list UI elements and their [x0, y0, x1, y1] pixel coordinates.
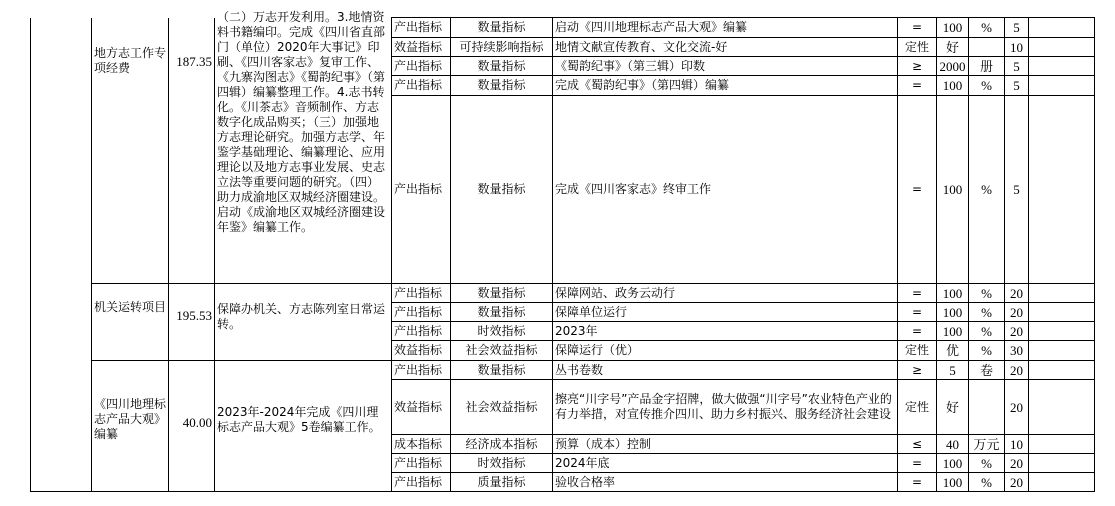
operator: =: [898, 96, 937, 284]
level2-indicator: 时效指标: [451, 454, 553, 473]
operator: =: [898, 284, 937, 303]
level1-indicator: 产出指标: [392, 284, 451, 303]
score-weight: 20: [1005, 454, 1029, 473]
unit: %: [969, 473, 1005, 492]
remarks-cell: [1029, 473, 1095, 492]
level2-indicator: 经济成本指标: [451, 435, 553, 454]
level1-indicator: 效益指标: [392, 380, 451, 435]
remarks-cell: [1029, 435, 1095, 454]
target-value: 100: [937, 303, 969, 322]
target-value: 100: [937, 284, 969, 303]
remarks-cell: [1029, 18, 1095, 38]
target-value: 好: [937, 380, 969, 435]
remarks-cell: [1029, 303, 1095, 322]
level3-indicator: 2023年: [553, 322, 898, 341]
level2-indicator: 可持续影响指标: [451, 38, 553, 57]
level1-indicator: 成本指标: [392, 435, 451, 454]
level3-indicator: 验收合格率: [553, 473, 898, 492]
target-value: 5: [937, 361, 969, 380]
unit: 卷: [969, 361, 1005, 380]
level3-indicator: 保障运行（优）: [553, 341, 898, 361]
level1-indicator: 产出指标: [392, 361, 451, 380]
remarks-cell: [1029, 454, 1095, 473]
project-name: 机关运转项目: [92, 284, 169, 361]
remarks-cell: [1029, 380, 1095, 435]
score-weight: 5: [1005, 76, 1029, 96]
target-value: 100: [937, 322, 969, 341]
operator: =: [898, 322, 937, 341]
level2-indicator: 社会效益指标: [451, 341, 553, 361]
operator: ≥: [898, 57, 937, 76]
remarks-cell: [1029, 96, 1095, 284]
score-weight: 10: [1005, 435, 1029, 454]
project-description-text: （二）万志开发利用。3.地情资料书籍编印。完成《四川省直部门（单位）2020年大事记》印刷、《四川客家志》复审工作、《九寨沟图志》《蜀韵纪事》（第四辑）编纂整理工作。4.志书转化。《川茶志》音频制作、方志数字化成品购买；（三）加强地方志理论研究。加强方志学、年鉴学基础理论、编纂理论、应用理论以及地方志事业发展、史志立法等重要问题的研究。（四）助力成渝地区双城经济圈建设。启动《成渝地区双城经济圈建设年鉴》编纂工作。: [217, 9, 386, 234]
score-weight: 10: [1005, 38, 1029, 57]
level2-indicator: 社会效益指标: [451, 380, 553, 435]
table-row: [31, 284, 1095, 303]
operator: =: [898, 76, 937, 96]
level3-indicator: 启动《四川地理标志产品大观》编纂: [553, 18, 898, 38]
remarks-cell: [1029, 38, 1095, 57]
level1-indicator: 产出指标: [392, 303, 451, 322]
table-row: [31, 18, 1095, 38]
category-cell: [31, 18, 92, 492]
operator: =: [898, 473, 937, 492]
level3-indicator: 保障网站、政务云动行: [553, 284, 898, 303]
project-description: [215, 9, 392, 284]
operator: =: [898, 303, 937, 322]
level1-indicator: 产出指标: [392, 96, 451, 284]
target-value: 好: [937, 38, 969, 57]
operator: 定性: [898, 380, 937, 435]
unit: %: [969, 96, 1005, 284]
score-weight: 30: [1005, 341, 1029, 361]
level3-indicator: 预算（成本）控制: [553, 435, 898, 454]
performance-table-container: [30, 9, 1095, 492]
score-weight: 20: [1005, 361, 1029, 380]
target-value: 100: [937, 473, 969, 492]
table-row: [31, 361, 1095, 380]
operator: 定性: [898, 38, 937, 57]
target-value: 优: [937, 341, 969, 361]
score-weight: 5: [1005, 57, 1029, 76]
level3-indicator: 完成《蜀韵纪事》（第四辑）编纂: [553, 76, 898, 96]
remarks-cell: [1029, 57, 1095, 76]
level2-indicator: 数量指标: [451, 57, 553, 76]
performance-indicator-table: [30, 9, 1095, 492]
unit: %: [969, 18, 1005, 38]
project-amount: 40.00: [169, 361, 215, 492]
project-amount: 187.35: [169, 18, 215, 284]
level1-indicator: 效益指标: [392, 341, 451, 361]
level2-indicator: 数量指标: [451, 18, 553, 38]
level3-indicator: 保障单位运行: [553, 303, 898, 322]
score-weight: 20: [1005, 284, 1029, 303]
remarks-cell: [1029, 361, 1095, 380]
score-weight: 20: [1005, 380, 1029, 435]
target-value: 2000: [937, 57, 969, 76]
operator: =: [898, 454, 937, 473]
level1-indicator: 产出指标: [392, 454, 451, 473]
level1-indicator: 产出指标: [392, 57, 451, 76]
target-value: 40: [937, 435, 969, 454]
project-name: 《四川地理标志产品大观》编纂: [92, 361, 169, 492]
operator: ≥: [898, 361, 937, 380]
score-weight: 5: [1005, 18, 1029, 38]
level2-indicator: 数量指标: [451, 96, 553, 284]
level1-indicator: 产出指标: [392, 473, 451, 492]
operator: ≤: [898, 435, 937, 454]
level1-indicator: 产出指标: [392, 322, 451, 341]
unit: %: [969, 284, 1005, 303]
level2-indicator: 数量指标: [451, 303, 553, 322]
level2-indicator: 质量指标: [451, 473, 553, 492]
project-description: 保障办机关、方志陈列室日常运转。: [215, 284, 392, 361]
remarks-cell: [1029, 284, 1095, 303]
remarks-cell: [1029, 322, 1095, 341]
project-amount: 195.53: [169, 284, 215, 361]
target-value: 100: [937, 76, 969, 96]
level3-indicator: 2024年底: [553, 454, 898, 473]
level2-indicator: 数量指标: [451, 284, 553, 303]
score-weight: 5: [1005, 96, 1029, 284]
unit: %: [969, 454, 1005, 473]
level3-indicator: 地情文献宣传教育、文化交流-好: [553, 38, 898, 57]
level3-indicator: 《蜀韵纪事》（第三辑）印数: [553, 57, 898, 76]
unit: [969, 380, 1005, 435]
unit: %: [969, 303, 1005, 322]
level1-indicator: 产出指标: [392, 76, 451, 96]
level3-indicator: 擦亮“川字号”产品金字招牌，做大做强“川字号”农业特色产业的有力举措，对宣传推介四川、助力乡村振兴、服务经济社会建设: [553, 380, 898, 435]
score-weight: 20: [1005, 322, 1029, 341]
project-description: 2023年-2024年完成《四川理标志产品大观》5卷编纂工作。: [215, 361, 392, 492]
target-value: 100: [937, 454, 969, 473]
operator: 定性: [898, 341, 937, 361]
level2-indicator: 数量指标: [451, 76, 553, 96]
unit: [969, 38, 1005, 57]
level2-indicator: 数量指标: [451, 361, 553, 380]
remarks-cell: [1029, 76, 1095, 96]
remarks-cell: [1029, 341, 1095, 361]
level2-indicator: 时效指标: [451, 322, 553, 341]
level1-indicator: 产出指标: [392, 18, 451, 38]
unit: %: [969, 341, 1005, 361]
target-value: 100: [937, 96, 969, 284]
unit: 册: [969, 57, 1005, 76]
score-weight: 20: [1005, 473, 1029, 492]
target-value: 100: [937, 18, 969, 38]
unit: %: [969, 322, 1005, 341]
level3-indicator: 完成《四川客家志》终审工作: [553, 96, 898, 284]
unit: %: [969, 76, 1005, 96]
level3-indicator: 丛书卷数: [553, 361, 898, 380]
level1-indicator: 效益指标: [392, 38, 451, 57]
project-name: 地方志工作专项经费: [92, 18, 169, 284]
operator: =: [898, 18, 937, 38]
score-weight: 20: [1005, 303, 1029, 322]
unit: 万元: [969, 435, 1005, 454]
